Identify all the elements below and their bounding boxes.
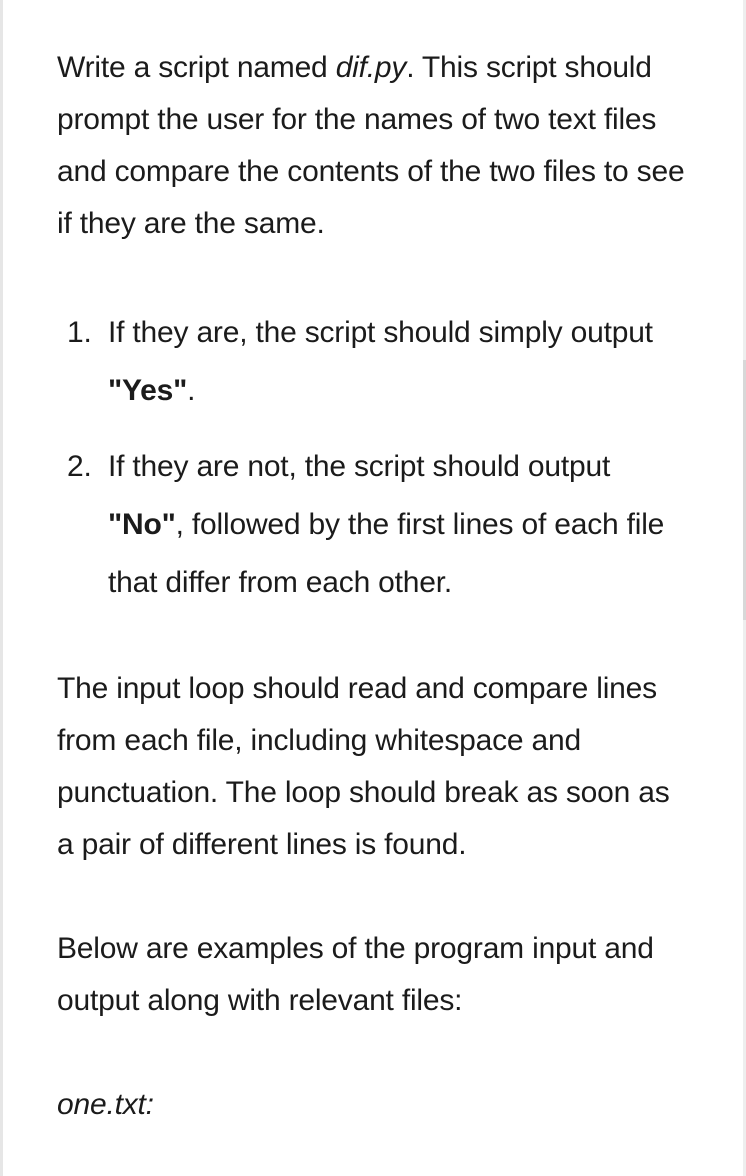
list-item xyxy=(57,304,687,420)
intro-paragraph xyxy=(57,42,687,250)
intro-text-end: . This script should prompt the user for the names of two text files and compare the contents of the two files to see if they are the same. xyxy=(57,51,685,240)
list-number: 2. xyxy=(67,450,92,483)
list-number: 1. xyxy=(67,316,92,349)
left-border xyxy=(0,0,3,1176)
document-body xyxy=(57,42,687,1131)
intro-text-start: Write a script named xyxy=(57,51,336,84)
list-text: If they are, the script should simply output xyxy=(108,316,653,349)
examples-paragraph: Below are examples of the program input and output along with relevant files: xyxy=(57,932,654,1017)
list-text: If they are not, the script should output xyxy=(108,450,611,483)
spacer xyxy=(57,630,687,663)
loop-paragraph: The input loop should read and compare lines from each file, including whitespace and punctuation. The loop should break as soon as a pair of different lines is found. xyxy=(57,672,670,861)
condition-list xyxy=(57,304,687,612)
spacer xyxy=(57,871,687,923)
list-text-end: , followed by the first lines of each file that differ from each other. xyxy=(108,508,665,599)
no-output: "No" xyxy=(108,508,176,541)
list-item xyxy=(57,438,687,612)
yes-output: "Yes" xyxy=(108,374,188,407)
list-text-end: . xyxy=(187,374,196,407)
spacer xyxy=(57,250,687,304)
script-name: dif.py xyxy=(335,51,407,84)
file-label: one.txt: xyxy=(57,1088,154,1121)
